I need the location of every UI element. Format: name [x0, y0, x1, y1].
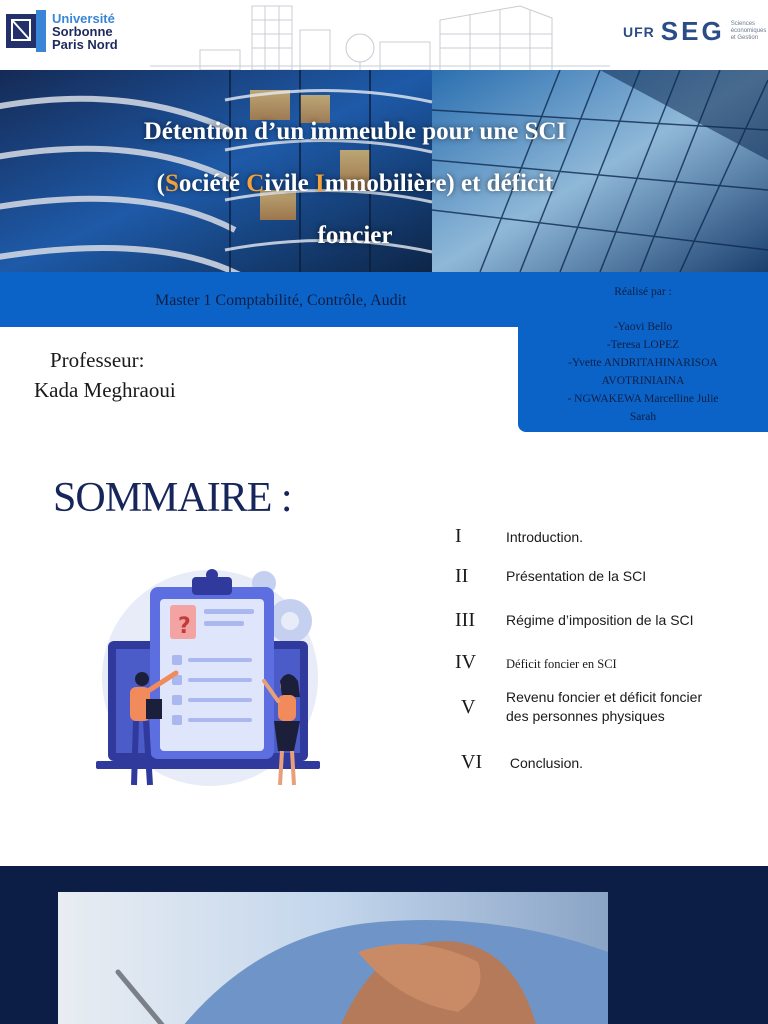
summary-title: SOMMAIRE : [53, 475, 292, 521]
presentation-title [0, 106, 710, 262]
title-initial-i: I [314, 170, 325, 197]
university-line3: Paris Nord [52, 36, 118, 52]
author-name: AVOTRINIAINA [601, 375, 685, 387]
toc-number: III [455, 609, 475, 631]
skyline-sketch [140, 0, 620, 70]
seg-subtitle-line1: Sciences [730, 21, 756, 27]
authors-box [518, 272, 768, 432]
title-paren: ( [156, 170, 165, 197]
title-word-immobiliere: mmobilière) et déficit [324, 170, 554, 197]
ufr-seg-logo [623, 16, 768, 47]
authors-label: Réalisé par : [614, 286, 672, 298]
toc-item-regime: Régime d’imposition de la SCI [506, 612, 694, 628]
toc-number: II [455, 565, 469, 587]
footer-panel [0, 866, 768, 1024]
university-logo-icon [6, 10, 46, 52]
toc-number: VI [461, 751, 483, 773]
author-name: -Teresa LOPEZ [606, 339, 680, 351]
clipboard-question-illustration [92, 563, 328, 798]
title-word-civile: ivile [264, 170, 315, 197]
professor-label: Professeur: [50, 348, 145, 372]
toc-item-revenu-line2: des personnes physiques [506, 708, 665, 724]
title-word-societe: ociété [178, 170, 247, 197]
toc-item-revenu [506, 688, 702, 726]
university-line1: Université [52, 10, 115, 26]
author-name: -Yaovi Bello [613, 321, 673, 333]
author-name: -Yvette ANDRITAHINARISOA [568, 357, 718, 369]
toc-number: IV [455, 651, 477, 673]
title-initial-c: C [246, 170, 265, 197]
toc-item-conclusion: Conclusion. [506, 755, 584, 771]
seg-subtitle-line2: économiques [730, 28, 767, 34]
title-line1: Détention d’un immeuble pour une SCI [143, 118, 567, 145]
university-logo [6, 10, 118, 52]
author-name: Sarah [629, 411, 657, 423]
program-label: Master 1 Comptabilité, Contrôle, Audit [155, 292, 407, 309]
title-initial-s: S [165, 170, 179, 197]
toc-item-presentation: Présentation de la SCI [506, 568, 647, 584]
title-line3: foncier [317, 222, 393, 249]
toc-number: V [461, 696, 476, 718]
toc-number: I [455, 525, 462, 547]
seg-label: SEG [660, 16, 725, 46]
toc-item-revenu-line1: Revenu foncier et déficit foncier [506, 689, 703, 705]
seg-subtitle [731, 21, 768, 42]
seg-subtitle-line3: et Gestion [730, 35, 759, 41]
university-line2: Sorbonne [52, 23, 113, 39]
page-header [0, 0, 768, 70]
hero-banner [0, 70, 768, 272]
author-name: - NGWAKEWA Marcelline Julie [567, 393, 719, 405]
question-mark-icon: ? [178, 614, 191, 639]
toc-item-introduction: Introduction. [506, 529, 584, 545]
title-line2 [0, 158, 710, 210]
signing-document-photo [58, 892, 608, 1024]
ufr-label: UFR [623, 23, 655, 40]
professor-name: Kada Meghraoui [34, 378, 176, 402]
toc-item-deficit: Déficit foncier en SCI [506, 657, 617, 671]
